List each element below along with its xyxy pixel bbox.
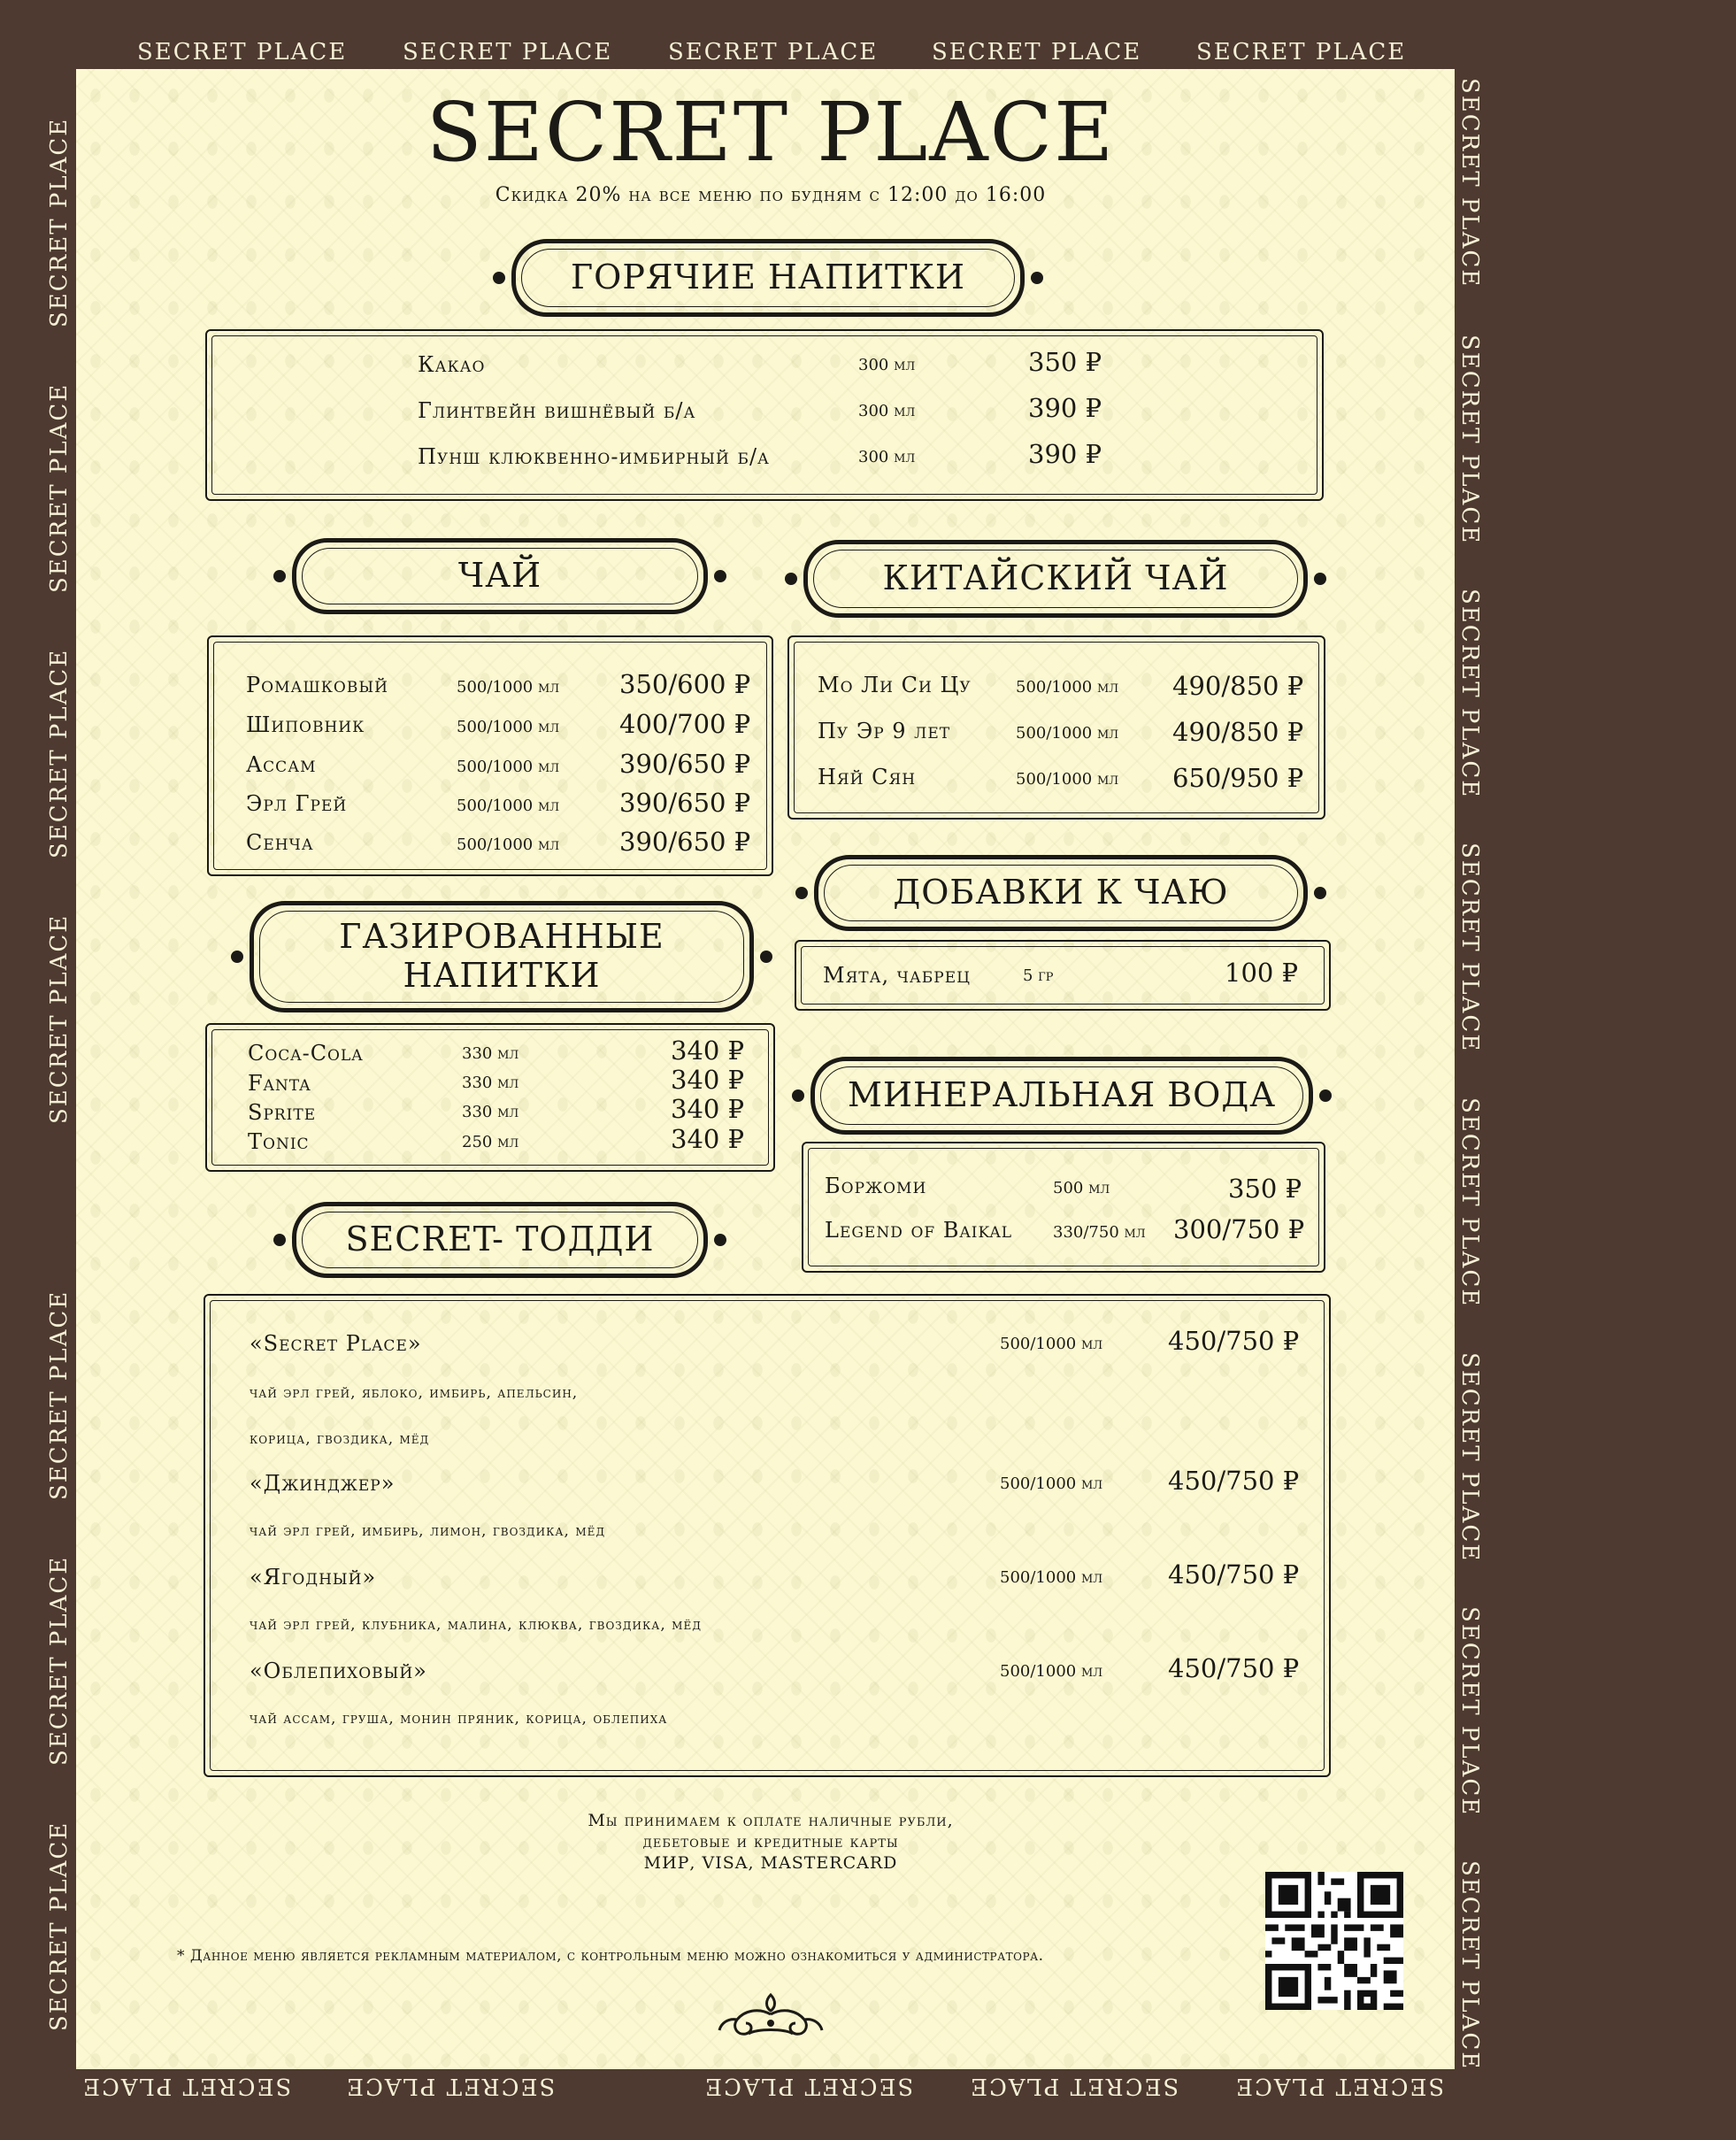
menu-item-volume: 300 мл xyxy=(858,402,916,420)
menu-item-name: Какао xyxy=(418,352,486,377)
menu-item-volume: 330 мл xyxy=(462,1074,519,1092)
toddy-heading xyxy=(292,1202,708,1278)
watermark-text: SECRET PLACE xyxy=(703,2073,914,2099)
menu-item-volume: 500/1000 мл xyxy=(1000,1335,1103,1353)
menu-item-volume: 330/750 мл xyxy=(1053,1223,1146,1242)
menu-item-price: 300/750 ₽ xyxy=(1173,1214,1305,1244)
menu-item-volume: 500/1000 мл xyxy=(1016,770,1119,789)
menu-item-price: 450/750 ₽ xyxy=(1168,1559,1300,1590)
qr-code-icon xyxy=(1265,1872,1403,2010)
menu-item-name: «Ягодный» xyxy=(250,1565,377,1590)
watermark-text: SECRET PLACE xyxy=(403,39,613,65)
watermark-text: SECRET PLACE xyxy=(1456,335,1483,545)
menu-item-name: Шиповник xyxy=(246,712,365,737)
watermark-text: SECRET PLACE xyxy=(345,2073,556,2099)
watermark-text: SECRET PLACE xyxy=(46,648,73,858)
watermark-text: SECRET PLACE xyxy=(969,2073,1179,2099)
menu-item-description: чай эрл грей, яблоко, имбирь, апельсин, xyxy=(250,1384,579,1402)
payment-methods: МИР, VISA, MASTERCARD xyxy=(643,1853,898,1873)
menu-item-name: Няй Сян xyxy=(818,765,917,789)
watermark-text: SECRET PLACE xyxy=(46,117,73,327)
menu-item-name: «Облепиховый» xyxy=(250,1659,427,1683)
menu-item-volume: 500/1000 мл xyxy=(457,758,560,776)
menu-item-name: Сенча xyxy=(246,830,314,855)
ornament-icon xyxy=(713,1988,828,2043)
menu-item-volume: 500/1000 мл xyxy=(457,835,560,854)
chinese-tea-heading xyxy=(803,540,1308,618)
menu-item-price: 490/850 ₽ xyxy=(1172,717,1304,747)
menu-item-name: Fanta xyxy=(248,1071,311,1096)
heading-label: МИНЕРАЛЬНАЯ ВОДА xyxy=(847,1075,1277,1115)
heading-label: SECRET- ТОДДИ xyxy=(345,1220,655,1259)
watermark-text: SECRET PLACE xyxy=(46,382,73,593)
menu-item-name: Tonic xyxy=(248,1129,310,1154)
heading-label: КИТАЙСКИЙ ЧАЙ xyxy=(882,558,1229,598)
watermark-text: SECRET PLACE xyxy=(46,913,73,1124)
hot-drinks-box xyxy=(205,329,1324,501)
menu-item-price: 350 ₽ xyxy=(1028,347,1102,377)
menu-item-description: чай эрл грей, имбирь, лимон, гвоздика, мёд xyxy=(250,1522,606,1540)
tea-heading xyxy=(292,538,708,614)
menu-item-name: Пунш клюквенно-имбирный б/а xyxy=(418,444,770,469)
menu-item-volume: 500 мл xyxy=(1053,1179,1110,1197)
qr-code[interactable] xyxy=(1265,1872,1403,2010)
menu-item-price: 450/750 ₽ xyxy=(1168,1466,1300,1496)
menu-item-price: 390/650 ₽ xyxy=(619,749,751,779)
menu-item-price: 490/850 ₽ xyxy=(1172,671,1304,701)
menu-item-price: 390/650 ₽ xyxy=(619,827,751,857)
menu-item-name: Мо Ли Си Цу xyxy=(818,673,972,697)
menu-item-price: 100 ₽ xyxy=(1225,958,1299,988)
menu-item-volume: 330 мл xyxy=(462,1044,519,1063)
payment-line: дебетовые и кредитные карты xyxy=(642,1832,899,1851)
hot-drinks-heading xyxy=(511,239,1025,317)
mineral-water-heading xyxy=(810,1057,1313,1135)
watermark-text: SECRET PLACE xyxy=(1456,1860,1483,2071)
menu-item-volume: 250 мл xyxy=(462,1133,519,1151)
menu-item-price: 450/750 ₽ xyxy=(1168,1326,1300,1356)
menu-item-volume: 500/1000 мл xyxy=(457,797,560,815)
menu-item-name: Legend of Baikal xyxy=(825,1218,1013,1243)
menu-item-name: Coca-Cola xyxy=(248,1041,364,1066)
menu-item-volume: 500/1000 мл xyxy=(1000,1662,1103,1681)
heading-line: НАПИТКИ xyxy=(403,956,601,995)
menu-item-name: Боржоми xyxy=(825,1174,927,1198)
watermark-text: SECRET PLACE xyxy=(932,39,1142,65)
heading-label: ГОРЯЧИЕ НАПИТКИ xyxy=(571,258,965,297)
menu-item-name: «Джинджер» xyxy=(250,1471,396,1496)
menu-item-volume: 300 мл xyxy=(858,448,916,466)
menu-item-volume: 500/1000 мл xyxy=(1016,678,1119,697)
heading-line: ГАЗИРОВАННЫЕ xyxy=(339,917,664,957)
menu-item-description: корица, гвоздика, мёд xyxy=(250,1430,430,1448)
watermark-text: SECRET PLACE xyxy=(1456,1352,1483,1563)
page-title: SECRET PLACE xyxy=(426,85,1116,180)
menu-item-price: 340 ₽ xyxy=(671,1124,745,1154)
menu-item-name: Ромашковый xyxy=(246,673,388,697)
menu-item-price: 350/600 ₽ xyxy=(619,669,751,699)
payment-line: Мы принимаем к оплате наличные рубли, xyxy=(588,1811,954,1830)
watermark-text: SECRET PLACE xyxy=(46,1289,73,1500)
menu-item-price: 400/700 ₽ xyxy=(619,709,751,739)
mineral-water-box xyxy=(802,1142,1325,1273)
menu-item-price: 390/650 ₽ xyxy=(619,788,751,818)
menu-item-name: Мята, чабрец xyxy=(823,963,971,988)
menu-item-volume: 500/1000 мл xyxy=(1016,724,1119,743)
menu-item-volume: 5 гр xyxy=(1023,966,1054,985)
menu-item-price: 340 ₽ xyxy=(671,1065,745,1095)
watermark-text: SECRET PLACE xyxy=(1456,589,1483,799)
heading-label: ДОБАВКИ К ЧАЮ xyxy=(893,873,1229,912)
menu-item-price: 450/750 ₽ xyxy=(1168,1653,1300,1683)
watermark-text: SECRET PLACE xyxy=(81,2073,292,2099)
menu-item-volume: 500/1000 мл xyxy=(457,718,560,736)
menu-item-description: чай эрл грей, клубника, малина, клюква, гвоздика, мёд xyxy=(250,1616,702,1634)
watermark-text: SECRET PLACE xyxy=(1456,843,1483,1053)
watermark-text: SECRET PLACE xyxy=(1196,39,1407,65)
menu-item-price: 650/950 ₽ xyxy=(1172,763,1304,793)
menu-item-name: Эрл Грей xyxy=(246,791,348,816)
heading-label: ЧАЙ xyxy=(457,556,542,596)
menu-item-name: Пу Эр 9 лет xyxy=(818,719,951,743)
soda-heading xyxy=(250,901,754,1012)
menu-item-price: 390 ₽ xyxy=(1028,439,1102,469)
menu-item-name: Ассам xyxy=(246,752,317,777)
menu-item-name: Глинтвейн вишнёвый б/а xyxy=(418,398,696,423)
menu-item-volume: 300 мл xyxy=(858,356,916,374)
tea-addons-heading xyxy=(814,855,1308,931)
menu-item-volume: 500/1000 мл xyxy=(1000,1568,1103,1587)
watermark-text: SECRET PLACE xyxy=(46,1555,73,1766)
disclaimer-text: * Данное меню является рекламным материалом, с контрольным меню можно ознакомиться у администратора. xyxy=(177,1947,1044,1965)
menu-item-price: 340 ₽ xyxy=(671,1035,745,1066)
menu-item-name: «Secret Place» xyxy=(250,1331,422,1356)
menu-item-description: чай ассам, груша, монин пряник, корица, облепиха xyxy=(250,1710,668,1728)
menu-item-name: Sprite xyxy=(248,1100,317,1125)
menu-item-price: 350 ₽ xyxy=(1228,1174,1302,1204)
menu-item-price: 390 ₽ xyxy=(1028,393,1102,423)
discount-subtitle: Скидка 20% на все меню по будням с 12:00 до 16:00 xyxy=(495,184,1047,206)
menu-item-volume: 500/1000 мл xyxy=(457,678,560,697)
menu-item-price: 340 ₽ xyxy=(671,1094,745,1124)
menu-item-volume: 330 мл xyxy=(462,1103,519,1121)
watermark-text: SECRET PLACE xyxy=(668,39,879,65)
watermark-text: SECRET PLACE xyxy=(1234,2073,1445,2099)
watermark-text: SECRET PLACE xyxy=(1456,78,1483,289)
watermark-text: SECRET PLACE xyxy=(1456,1097,1483,1308)
watermark-text: SECRET PLACE xyxy=(46,1821,73,2031)
menu-item-volume: 500/1000 мл xyxy=(1000,1474,1103,1493)
watermark-text: SECRET PLACE xyxy=(1456,1606,1483,1817)
watermark-text: SECRET PLACE xyxy=(137,39,348,65)
